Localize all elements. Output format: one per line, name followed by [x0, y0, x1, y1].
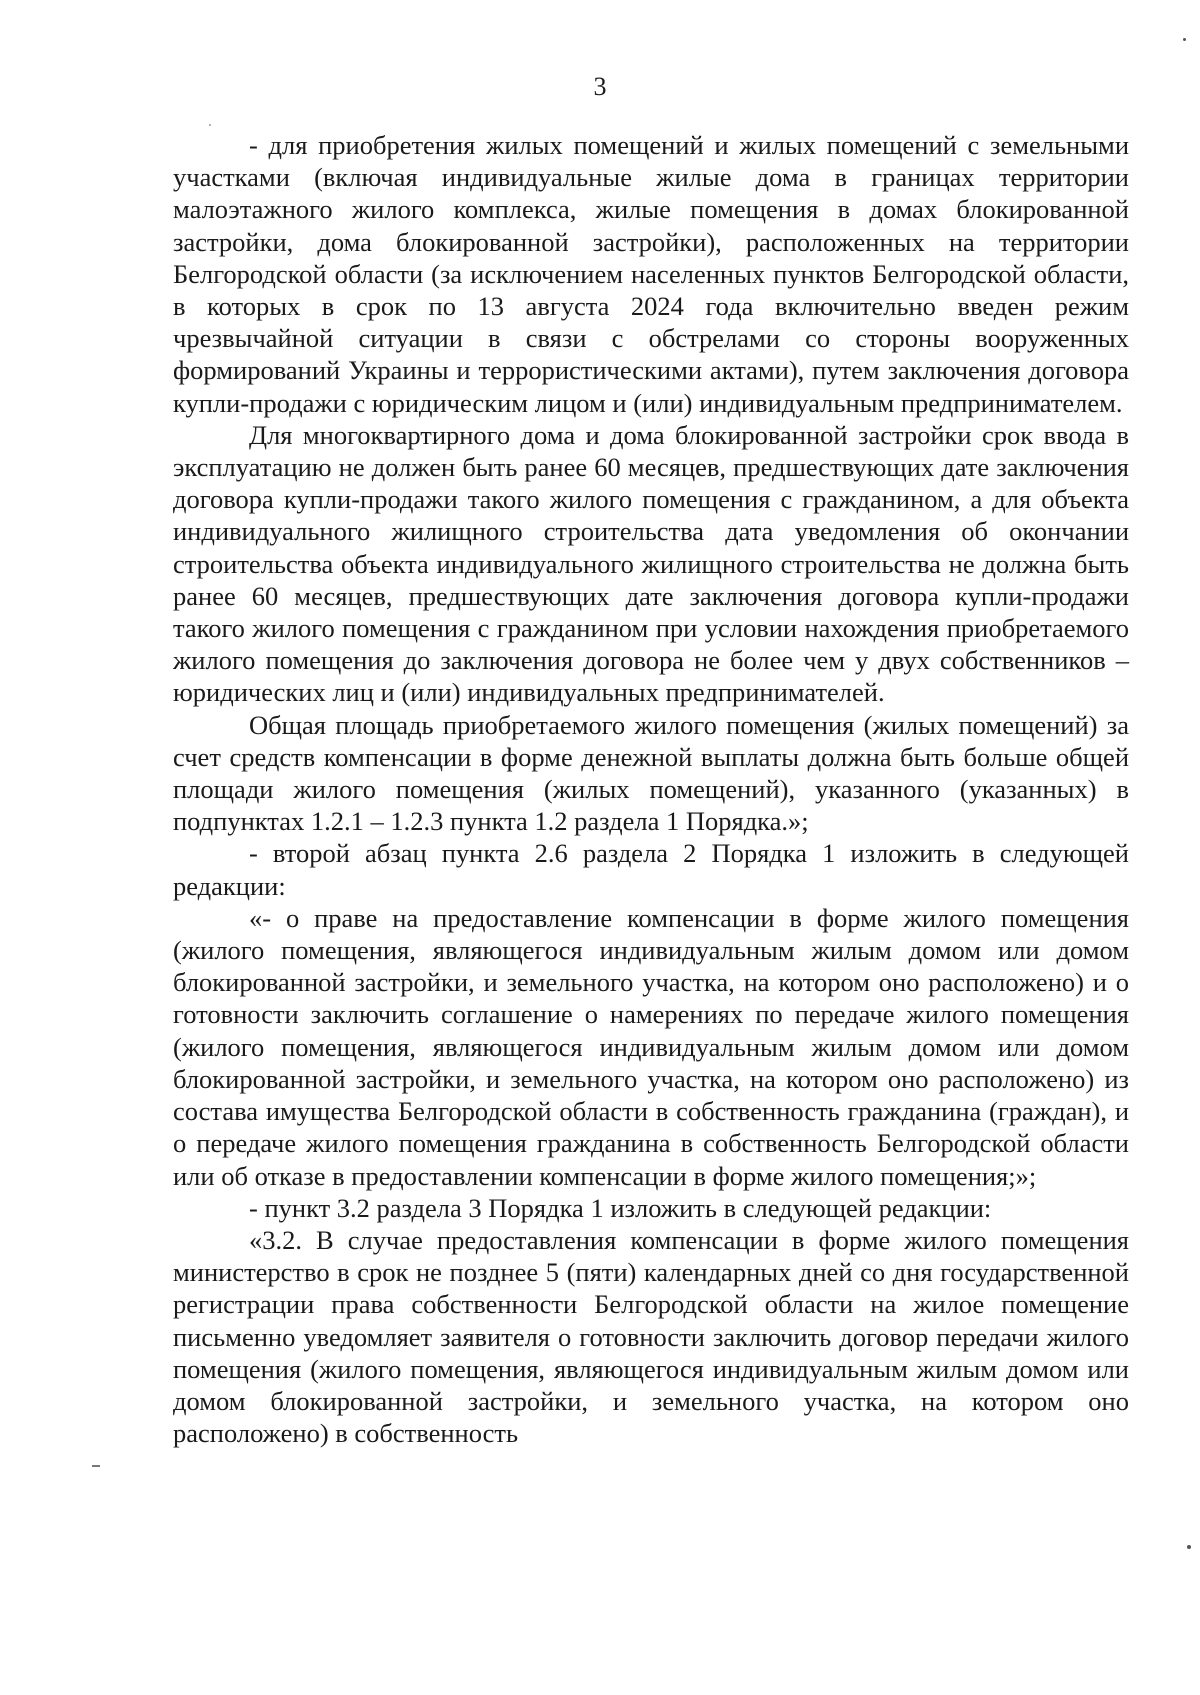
- paragraph-quote-3-2: «3.2. В случае предоставления компенсации в форме жилого помещения министерство в срок не позднее 5 (пяти) календарных дней со дня государственной регистрации права собственности Белгородской области на жилое помещение письменно уведомляет заявителя о готовности заключить договор передачи жилого помещения (жилого помещения, являющегося индивидуальным жилым домом или домом блокированной застройки, и земельного участка, на котором оно расположено) в собственность: [173, 1224, 1129, 1449]
- paragraph-amendment-2-6: - второй абзац пункта 2.6 раздела 2 Порядка 1 изложить в следующей редакции:: [173, 838, 1129, 901]
- paragraph-total-area: Общая площадь приобретаемого жилого помещения (жилых помещений) за счет средств компенсации в форме денежной выплаты должна быть больше общей площади жилого помещения (жилых помещений), указанного (указанных) в подпунктах 1.2.1 – 1.2.3 пункта 1.2 раздела 1 Порядка.»;: [173, 709, 1129, 837]
- page-number: 3: [593, 72, 607, 101]
- document-body: [173, 129, 1129, 1449]
- scan-speck: [1183, 38, 1186, 41]
- scan-speck: [209, 124, 211, 126]
- paragraph-purchase-conditions: - для приобретения жилых помещений и жилых помещений с земельными участками (включая индивидуальные жилые дома в границах территории малоэтажного жилого комплекса, жилые помещения в домах блокированной застройки, дома блокированной застройки), расположенных на территории Белгородской области (за исключением населенных пунктов Белгородской области, в которых в срок по 13 августа 2024 года включительно введен режим чрезвычайной ситуации в связи с обстрелами со стороны вооруженных формирований Украины и террористическими актами), путем заключения договора купли-продажи с юридическим лицом и (или) индивидуальным предпринимателем.: [173, 130, 1129, 418]
- paragraph-quote-right-to-compensation: «- о праве на предоставление компенсации в форме жилого помещения (жилого помещения, являющегося индивидуальным жилым домом или домом блокированной застройки, и земельного участка, на котором оно расположено) и о готовности заключить соглашение о намерениях по передаче жилого помещения (жилого помещения, являющегося индивидуальным жилым домом или домом блокированной застройки, и земельного участка, на котором оно расположено) из состава имущества Белгородской области в собственность гражданина (граждан), и о передаче жилого помещения гражданина в собственность Белгородской области или об отказе в предоставлении компенсации в форме жилого помещения;»;: [173, 902, 1129, 1191]
- paragraph-commissioning-term: Для многоквартирного дома и дома блокированной застройки срок ввода в эксплуатацию не должен быть ранее 60 месяцев, предшествующих дате заключения договора купли-продажи такого жилого помещения с гражданином, а для объекта индивидуального жилищного строительства дата уведомления об окончании строительства объекта индивидуального жилищного строительства не должна быть ранее 60 месяцев, предшествующих дате заключения договора купли-продажи такого жилого помещения с гражданином при условии нахождения приобретаемого жилого помещения до заключения договора не более чем у двух собственников – юридических лиц и (или) индивидуальных предпринимателей.: [173, 419, 1129, 708]
- scan-speck: [1187, 1545, 1191, 1549]
- scan-mark: [92, 1465, 100, 1467]
- paragraph-amendment-3-2: - пункт 3.2 раздела 3 Порядка 1 изложить в следующей редакции:: [249, 1192, 992, 1223]
